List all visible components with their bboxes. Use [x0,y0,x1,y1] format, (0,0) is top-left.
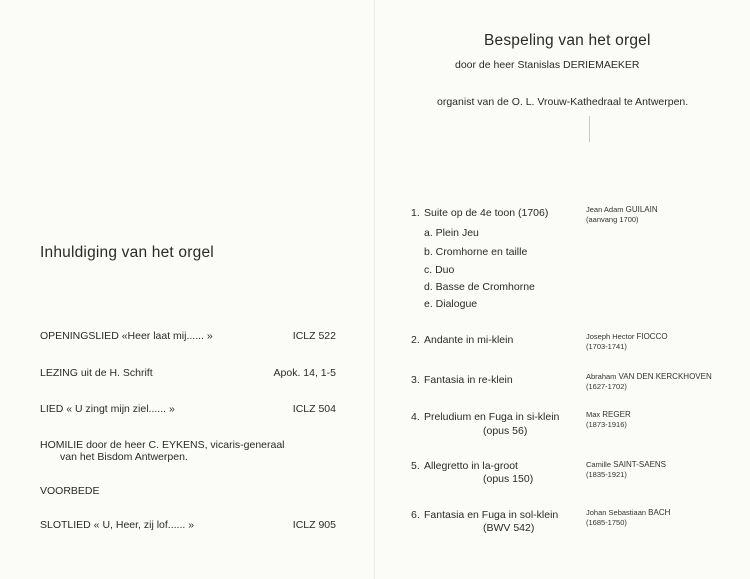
piece-number: 1. [411,207,420,219]
composer-first-name: Camille [586,460,612,469]
composer-last-name: FIOCCO [636,332,668,341]
movement-item: d. Basse de Cromhorne [424,281,535,293]
composer-last-name: SAINT-SAENS [613,460,667,469]
composer-dates: (1703-1741) [586,342,627,351]
right-page-title: Bespeling van het orgel [484,32,651,49]
composer-dates: (aanvang 1700) [586,215,639,224]
piece-number: 6. [411,509,420,521]
composer-last-name: BACH [648,508,671,517]
composer-last-name: REGER [602,410,631,419]
composer-block [586,205,658,225]
order-item-openingslied-ref: ICLZ 522 [292,330,336,342]
piece-number: 3. [411,374,420,386]
composer-block [586,508,670,528]
piece-title: Allegretto in la-groot [424,460,518,472]
composer-dates: (1627-1702) [586,382,627,391]
composer-first-name: Joseph Hector [586,332,635,341]
composer-first-name: Abraham [586,372,617,381]
piece-number: 2. [411,334,420,346]
order-item-openingslied: OPENINGSLIED «Heer laat mij...... » [40,330,213,342]
composer-block [586,372,712,392]
composer-block [586,460,666,480]
composer-block [586,410,631,430]
composer-first-name: Johan Sebastiaan [586,508,647,517]
movement-item: c. Duo [424,264,455,276]
piece-opus: (opus 56) [483,425,528,437]
order-item-lied: LIED « U zingt mijn ziel...... » [40,403,175,415]
piece-title: Preludium en Fuga in si-klein [424,411,560,423]
order-item-lied-ref: ICLZ 504 [292,403,336,415]
composer-dates: (1835-1921) [586,470,627,479]
page-fold [374,0,375,579]
order-item-lezing-ref: Apok. 14, 1-5 [273,367,336,379]
composer-last-name: GUILAIN [625,205,658,214]
piece-title: Fantasia in re-klein [424,374,513,386]
order-item-lezing: LEZING uit de H. Schrift [40,367,153,379]
piece-opus: (opus 150) [483,473,534,485]
movement-item: e. Dialogue [424,298,478,310]
composer-dates: (1873-1916) [586,420,627,429]
piece-number: 4. [411,411,420,423]
composer-first-name: Max [586,410,601,419]
order-item-voorbede: VOORBEDE [40,485,100,497]
composer-first-name: Jean Adam [586,205,624,214]
order-item-slotlied-ref: ICLZ 905 [292,519,336,531]
organist-affiliation: organist van de O. L. Vrouw-Kathedraal te Antwerpen. [437,96,689,108]
order-item-homilie-line2: van het Bisdom Antwerpen. [60,451,188,463]
composer-last-name: VAN DEN KERCKHOVEN [618,372,712,381]
order-item-slotlied: SLOTLIED « U, Heer, zij lof...... » [40,519,195,531]
piece-title: Fantasia en Fuga in sol-klein [424,509,559,521]
movement-item: a. Plein Jeu [424,227,479,239]
left-page-title: Inhuldiging van het orgel [40,244,214,261]
piece-opus: (BWV 542) [483,522,535,534]
composer-block [586,332,668,352]
composer-dates: (1685-1750) [586,518,627,527]
organist-line: door de heer Stanislas DERIEMAEKER [455,59,640,71]
decorative-mark [589,116,590,142]
movement-item: b. Cromhorne en taille [424,246,528,258]
piece-title: Suite op de 4e toon (1706) [424,207,549,219]
piece-title: Andante in mi-klein [424,334,514,346]
order-item-homilie: HOMILIE door de heer C. EYKENS, vicaris-generaal [40,439,285,451]
piece-number: 5. [411,460,420,472]
